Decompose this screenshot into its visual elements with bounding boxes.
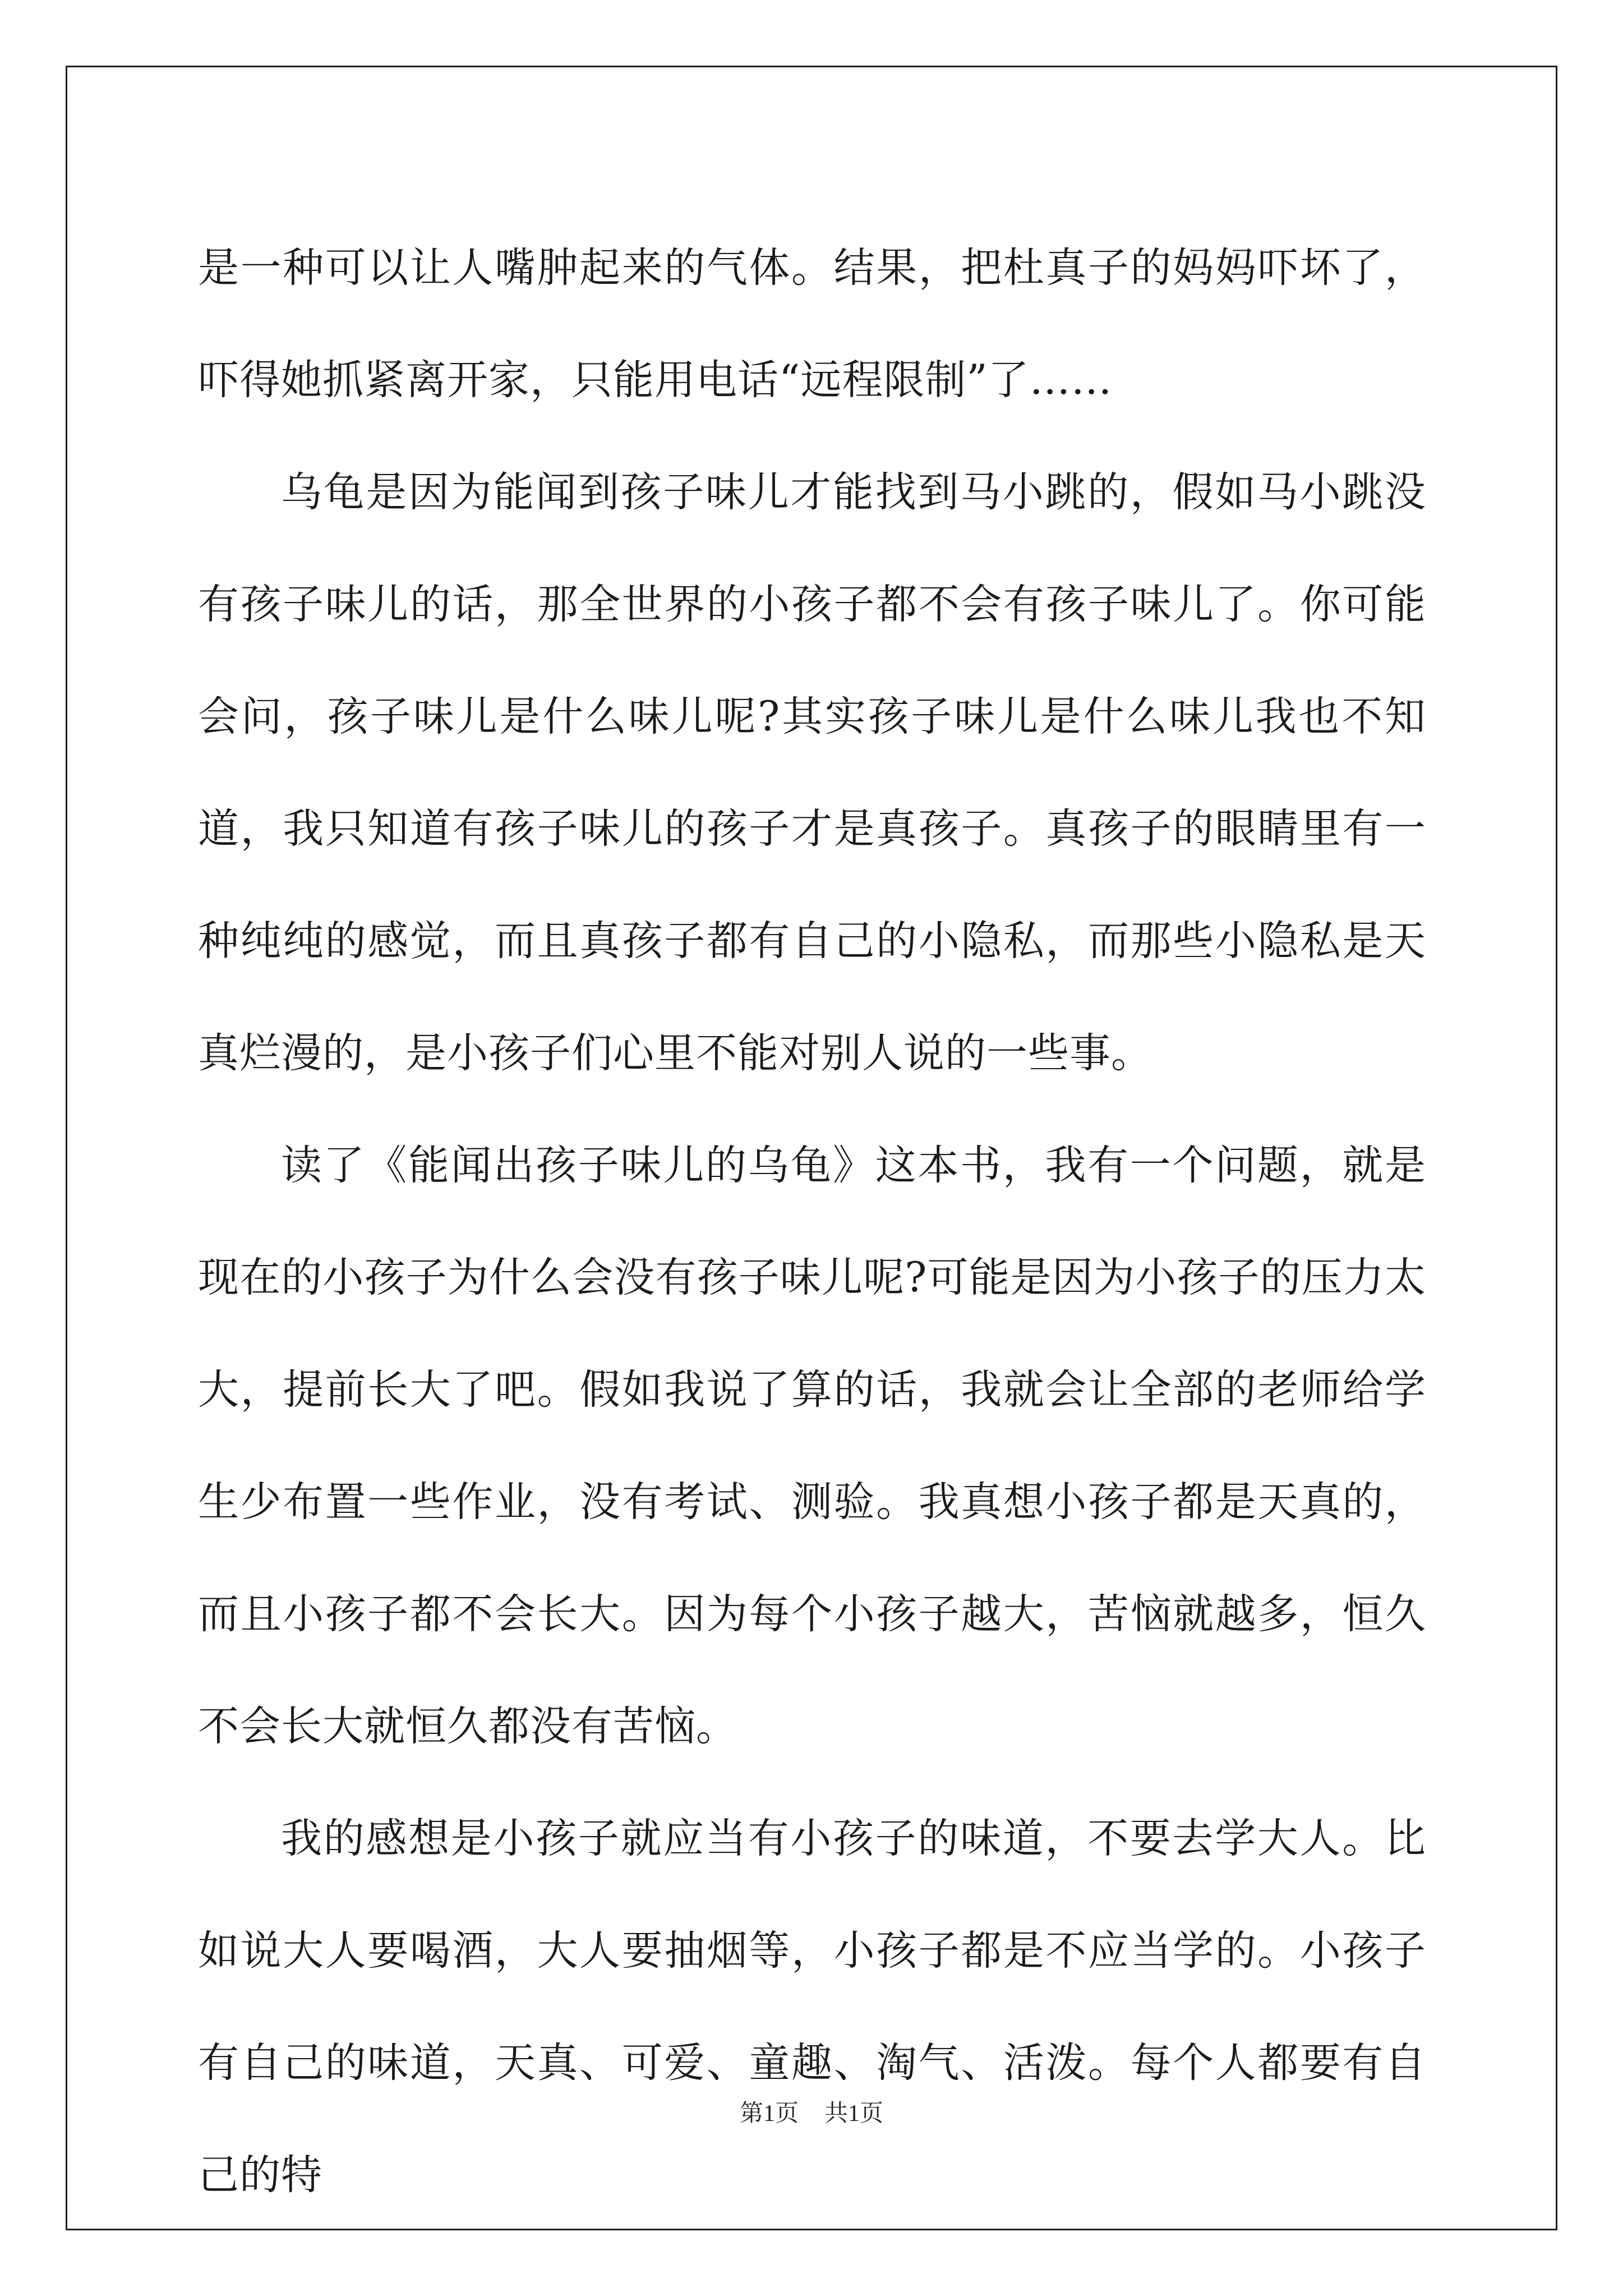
page-number-total: 共1页 <box>824 2101 884 2127</box>
page-number-current: 第1页 <box>739 2101 799 2127</box>
document-body <box>198 212 1426 2231</box>
paragraph-3: 读了《能闻出孩子味儿的乌龟》这本书，我有一个问题，就是现在的小孩子为什么会没有孩子味儿呢?可能是因为小孩子的压力太大，提前长大了吧。假如我说了算的话，我就会让全部的老师给学生少布置一些作业，没有考试、测验。我真想小孩子都是天真的，而且小孩子都不会长大。因为每个小孩子越大，苦恼就越多，恒久不会长大就恒久都没有苦恼。 <box>198 1142 1426 1750</box>
paragraph-1: 是一种可以让人嘴肿起来的气体。结果，把杜真子的妈妈吓坏了，吓得她抓紧离开家，只能用电话“远程限制”了…… <box>198 244 1426 404</box>
page-footer <box>0 2097 1623 2131</box>
paragraph-4: 我的感想是小孩子就应当有小孩子的味道，不要去学大人。比如说大人要喝酒，大人要抽烟等，小孩子都是不应当学的。小孩子有自己的味道，天真、可爱、童趣、淘气、活泼。每个人都要有自己的特 <box>198 1815 1426 2199</box>
paragraph-2: 乌龟是因为能闻到孩子味儿才能找到马小跳的，假如马小跳没有孩子味儿的话，那全世界的小孩子都不会有孩子味儿了。你可能会问，孩子味儿是什么味儿呢?其实孩子味儿是什么味儿我也不知道，我只知道有孩子味儿的孩子才是真孩子。真孩子的眼睛里有一种纯纯的感觉，而且真孩子都有自己的小隐私，而那些小隐私是天真烂漫的，是小孩子们心里不能对别人说的一些事。 <box>198 468 1426 1077</box>
